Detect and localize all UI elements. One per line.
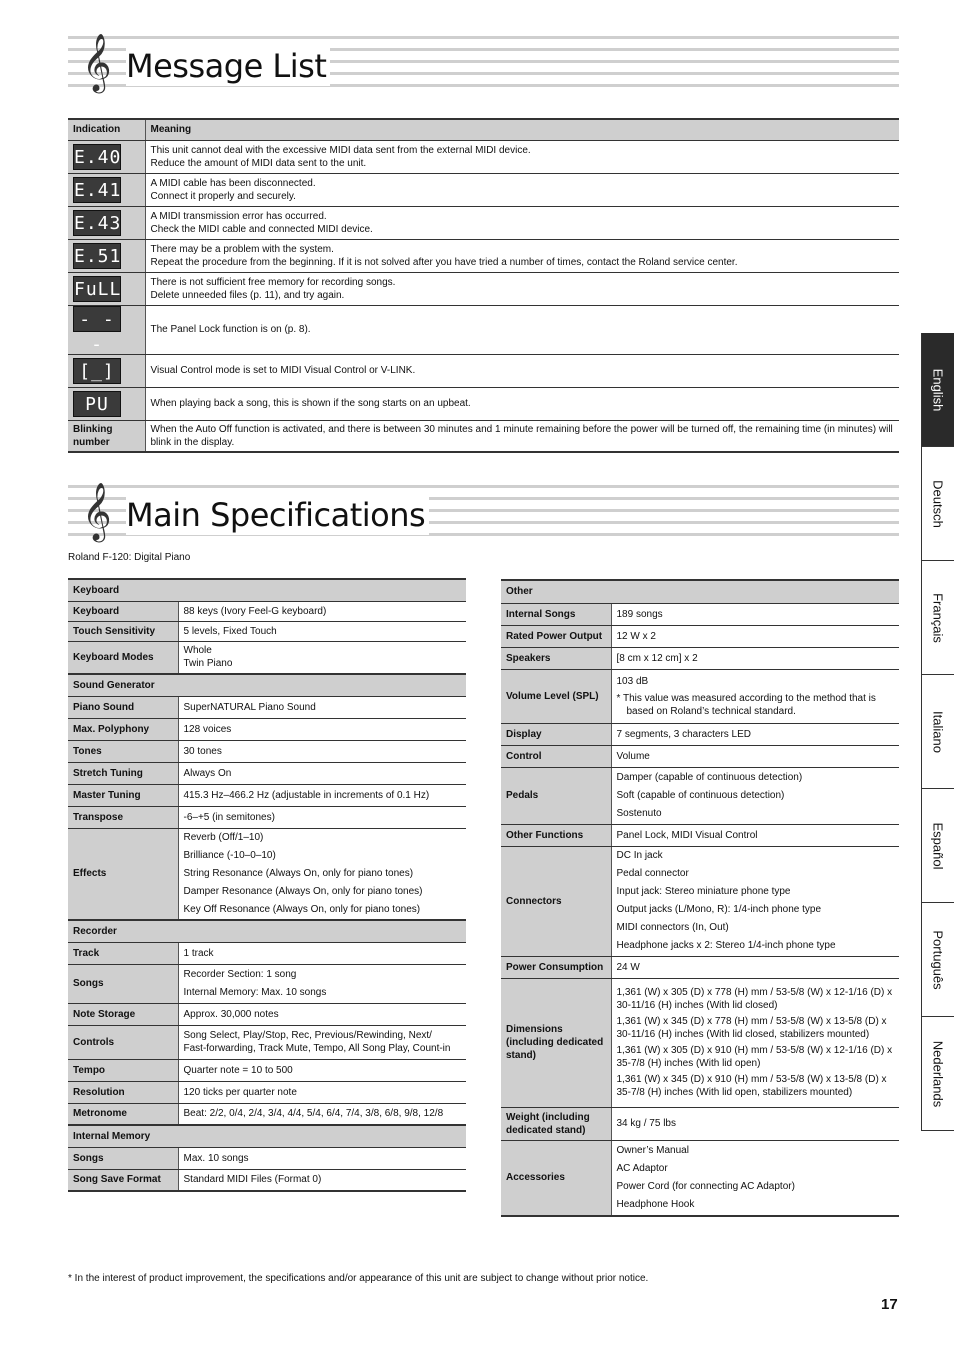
language-tabs (921, 333, 954, 1131)
indication-header: Indication (68, 119, 145, 140)
treble-clef-icon: 𝄞 (82, 482, 112, 540)
message-row: E.40 This unit cannot deal with the excessive MIDI data sent from the external MIDI device. Reduce the amount of MIDI data sent to the unit. (68, 140, 899, 173)
message-row-blinking: Blinking number When the Auto Off function is activated, and there is between 30 minutes and 1 minute remaining before the power will be turned off, the remaining time (in minutes) will blink in the display. (68, 420, 899, 452)
lcd-display: FuLL (73, 276, 121, 302)
section-other: Other (501, 580, 899, 603)
footnote: * In the interest of product improvement, the specifications and/or appearance of this unit are subject to change without prior notice. (68, 1273, 649, 1284)
blinking-number-label: Blinking number (73, 423, 113, 448)
tab-deutsch[interactable]: Deutsch (921, 447, 954, 561)
message-row: E.43 A MIDI transmission error has occurred. Check the MIDI cable and connected MIDI device. (68, 206, 899, 239)
message-row: [_] Visual Control mode is set to MIDI Visual Control or V-LINK. (68, 354, 899, 387)
message-table (68, 118, 899, 453)
tab-portugues[interactable]: Português (921, 903, 954, 1017)
model-name: Roland F-120: Digital Piano (68, 552, 191, 563)
lcd-display: - - - (73, 306, 121, 332)
section-internal-memory: Internal Memory (68, 1125, 466, 1147)
lcd-display: E.43 (73, 210, 121, 236)
lcd-display: PU (73, 391, 121, 417)
section-keyboard: Keyboard (68, 579, 466, 601)
message-list-title: Message List (126, 46, 330, 86)
message-table-header (68, 119, 899, 140)
lcd-display: [_] (73, 358, 121, 384)
spec-table-right: Other Internal Songs 189 songs Rated Power Output 12 W x 2 Speakers [8 cm x 12 cm] x 2 Volume Level (SPL) 103 dB * This value was measured according to the method that is based on Roland’s technical standard. Display 7 segments, 3 characters LED Control Volume Pedals Damper (capable of continuous detection) Soft (capable of continuous detection) Sostenuto Other Functions Panel Lock, MIDI Visual Control Connectors DC In jack Pedal connector Input jack: Stereo miniature phone type Output jacks (L/Mono, R): 1/4-inch phone type MIDI connectors (In, Out) Headphone jacks x 2: Stereo 1/4-inch phone type Power Consumption 24 W Dimensions (including dedicated stand) 1,361 (W) x 305 (D) x 778 (H) mm / 53-5/8 (W) x 12-1/16 (D) x 30-11/16 (H) inches (With lid closed) 1,361 (W) x 345 (D) x 778 (H) mm / 53-5/8 (W) x 13-5/8 (D) x 30-11/16 (H) inches (With lid closed, stabilizers mounted) 1,361 (W) x 305 (D) x 910 (H) mm / 53-5/8 (W) x 12-1/16 (D) x 35-7/8 (H) inches (With lid open) 1,361 (W) x 345 (D) x 910 (H) mm / 53-5/8 (W) x 13-5/8 (D) x 35-7/8 (H) inches (With lid open, stabilizers mounted) Weight (including dedicated stand) 34 kg / 75 lbs Accessories Owner’s Manual AC Adaptor Power Cord (for connecting AC Adaptor) Headphone Hook (501, 579, 899, 1217)
treble-clef-icon: 𝄞 (82, 33, 112, 91)
lcd-display: E.51 (73, 243, 121, 269)
tab-nederlands[interactable]: Nederlands (921, 1017, 954, 1131)
tab-francais[interactable]: Français (921, 561, 954, 675)
main-specs-header (68, 482, 899, 541)
tab-english[interactable]: English (921, 333, 954, 447)
section-sound-generator: Sound Generator (68, 674, 466, 696)
message-row: E.41 A MIDI cable has been disconnected. Connect it properly and securely. (68, 173, 899, 206)
page-number: 17 (881, 1296, 898, 1313)
message-row: FuLL There is not sufficient free memory for recording songs. Delete unneeded files (p. 11), and try again. (68, 272, 899, 305)
message-list-header (68, 33, 899, 92)
message-row: PU When playing back a song, this is shown if the song starts on an upbeat. (68, 387, 899, 420)
meaning-header: Meaning (145, 119, 899, 140)
spec-table-left: Keyboard Keyboard 88 keys (Ivory Feel-G keyboard) Touch Sensitivity 5 levels, Fixed Touch Keyboard Modes Whole Twin Piano Sound Generator Piano Sound SuperNATURAL Piano Sound Max. Polyphony 128 voices Tones 30 tones Stretch Tuning Always On Master Tuning 415.3 Hz–466.2 Hz (adjustable in increments of 0.1 Hz) Transpose -6–+5 (in semitones) Effects Reverb (Off/1–10) Brilliance (-10–0–10) String Resonance (Always On, only for piano tones) Damper Resonance (Always On, only for piano tones) Key Off Resonance (Always On, only for piano tones) Recorder Track 1 track Songs Recorder Section: 1 song Internal Memory: Max. 10 songs Note Storage Approx. 30,000 notes Controls Song Select, Play/Stop, Rec, Previous/Rewinding, Next/ Fast-forwarding, Track Mute, Tempo, All Song Play, Count-in Tempo Quarter note = 10 to 500 Resolution 120 ticks per quarter note Metronome Beat: 2/2, 0/4, 2/4, 3/4, 4/4, 5/4, 6/4, 7/4, 3/8, 6/8, 9/8, 12/8 Internal Memory Songs Max. 10 songs Song Save Format Standard MIDI Files (Format 0) (68, 578, 466, 1192)
message-row: E.51 There may be a problem with the system. Repeat the procedure from the beginning. If it is not solved after you have tried a number of times, contact the Roland service center. (68, 239, 899, 272)
lcd-display: E.41 (73, 177, 121, 203)
main-specs-title: Main Specifications (126, 495, 429, 535)
tab-italiano[interactable]: Italiano (921, 675, 954, 789)
lcd-display: E.40 (73, 144, 121, 170)
section-recorder: Recorder (68, 920, 466, 942)
tab-espanol[interactable]: Español (921, 789, 954, 903)
message-row: - - - The Panel Lock function is on (p. 8). (68, 305, 899, 354)
